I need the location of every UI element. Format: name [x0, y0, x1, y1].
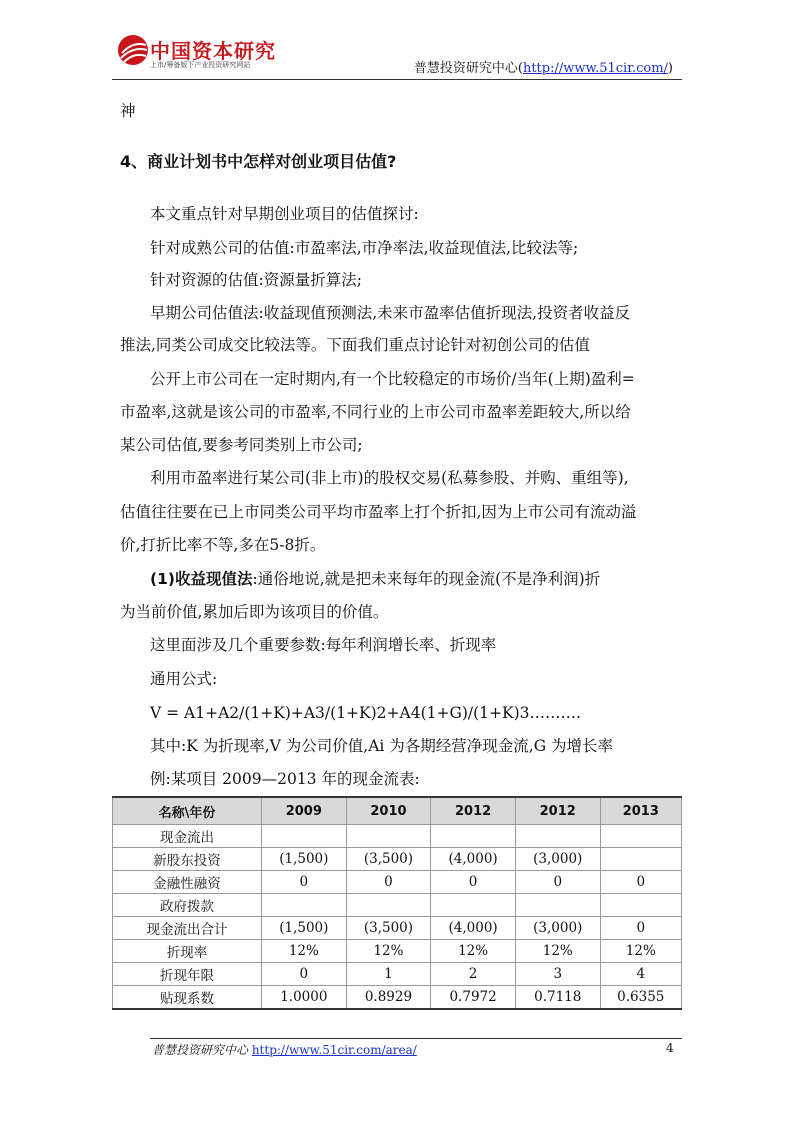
table-caption: 例:某项目 2009—2013 年的现金流表: [150, 770, 420, 788]
table-row-label: 金融性融资 [113, 871, 262, 894]
body-paragraph: 通用公式: [150, 670, 218, 688]
table-cell: 0 [431, 871, 516, 894]
logo-title: 中国资本研究 [150, 39, 276, 63]
table-cell: 0 [262, 963, 347, 986]
method-description: :通俗地说,就是把未来每年的现金流(不是净利润)折 [252, 570, 601, 588]
table-cell: (4,000) [431, 917, 516, 940]
table-cell [346, 825, 431, 848]
table-cell [262, 825, 347, 848]
footer-link[interactable]: http://www.51cir.com/area/ [251, 1043, 417, 1057]
table-cell: (4,000) [431, 848, 516, 871]
table-cell: 1 [346, 963, 431, 986]
table-header-cell: 2012 [431, 797, 516, 825]
table-row-label: 贴现系数 [113, 986, 262, 1010]
table-cell [600, 825, 681, 848]
table-row-label: 现金流出 [113, 825, 262, 848]
table-cell [600, 894, 681, 917]
table-cell: (3,500) [346, 917, 431, 940]
table-cell: 12% [515, 940, 600, 963]
table-cell: 0.8929 [346, 986, 431, 1010]
table-cell: 1.0000 [262, 986, 347, 1010]
table-cell: 0 [346, 871, 431, 894]
table-cell [431, 825, 516, 848]
table-cell: (1,500) [262, 848, 347, 871]
footer-org-name: 普慧投资研究中心 [152, 1043, 252, 1057]
table-row-label: 新股东投资 [113, 848, 262, 871]
body-paragraph: 公开上市公司在一定时期内,有一个比较稳定的市场价/当年(上期)盈利= [150, 370, 635, 388]
section-heading: 4、商业计划书中怎样对创业项目估值? [120, 152, 397, 171]
body-paragraph: 推法,同类公司成交比较法等。下面我们重点讨论针对初创公司的估值 [120, 336, 590, 354]
body-paragraph [150, 569, 600, 589]
table-cell [515, 894, 600, 917]
body-paragraph: 针对成熟公司的估值:市盈率法,市净率法,收益现值法,比较法等; [150, 239, 579, 257]
footer-org [152, 1041, 417, 1058]
body-paragraph: 价,打折比率不等,多在5-8折。 [120, 536, 326, 554]
table-cell: 2 [431, 963, 516, 986]
cash-flow-table [112, 796, 682, 1010]
body-paragraph: 早期公司估值法:收益现值预测法,未来市盈率估值折现法,投资者收益反 [150, 304, 631, 322]
logo-emblem [116, 33, 150, 67]
table-cell: 0 [600, 917, 681, 940]
table-cell: 0.6355 [600, 986, 681, 1010]
footer-divider [150, 1038, 682, 1039]
table-cell: 4 [600, 963, 681, 986]
table-row [113, 917, 682, 940]
table-cell: 0.7972 [431, 986, 516, 1010]
body-paragraph: 为当前价值,累加后即为该项目的价值。 [120, 603, 389, 621]
header-org-name: 普慧投资研究中心( [413, 61, 523, 76]
table-cell: 12% [431, 940, 516, 963]
body-paragraph: 估值往往要在已上市同类公司平均市盈率上打个折扣,因为上市公司有流动溢 [120, 503, 637, 521]
header-divider [112, 79, 682, 80]
header-org-link[interactable]: http://www.51cir.com/ [522, 61, 668, 76]
table-row [113, 963, 682, 986]
table-cell: (3,500) [346, 848, 431, 871]
body-paragraph: 针对资源的估值:资源量折算法; [150, 271, 362, 289]
table-header-cell: 2013 [600, 797, 681, 825]
table-cell: (3,000) [515, 848, 600, 871]
formula: V = A1+A2/(1+K)+A3/(1+K)2+A4(1+G)/(1+K)3………. [150, 704, 581, 722]
body-paragraph: 某公司估值,要参考同类别上市公司; [120, 436, 363, 454]
logo-subtitle: 上市/筹备版下产业投资研究网站 [150, 61, 251, 69]
table-row [113, 940, 682, 963]
body-paragraph: 本文重点针对早期创业项目的估值探讨: [150, 205, 419, 223]
table-row-label: 折现年限 [113, 963, 262, 986]
table-header-cell: 2012 [515, 797, 600, 825]
table-cell: 3 [515, 963, 600, 986]
table-row-label: 政府拨款 [113, 894, 262, 917]
method-term: (1)收益现值法 [150, 570, 253, 588]
table-cell: 0 [600, 871, 681, 894]
table-cell: 12% [600, 940, 681, 963]
body-paragraph: 利用市盈率进行某公司(非上市)的股权交易(私募参股、并购、重组等), [150, 469, 629, 487]
table-cell: 12% [262, 940, 347, 963]
table-cell: 12% [346, 940, 431, 963]
table-row [113, 825, 682, 848]
table-cell: 0.7118 [515, 986, 600, 1010]
body-paragraph: 其中:K 为折现率,V 为公司价值,Ai 为各期经营净现金流,G 为增长率 [150, 737, 614, 755]
table-cell: 0 [262, 871, 347, 894]
header-org [414, 57, 673, 76]
table-row-label: 现金流出合计 [113, 917, 262, 940]
table-cell [262, 894, 347, 917]
table-cell: (3,000) [515, 917, 600, 940]
table-cell [346, 894, 431, 917]
table-row-label: 折现率 [113, 940, 262, 963]
table-row [113, 894, 682, 917]
body-paragraph: 这里面涉及几个重要参数:每年利润增长率、折现率 [150, 636, 497, 654]
table-row [113, 848, 682, 871]
table-cell [515, 825, 600, 848]
header-org-close: ) [667, 61, 673, 76]
table-header-cell: 2009 [262, 797, 347, 825]
table-row [113, 986, 682, 1010]
body-line: 神 [120, 102, 136, 120]
table-cell [431, 894, 516, 917]
table-row [113, 871, 682, 894]
table-header-cell: 名称\年份 [113, 797, 262, 825]
table-header-cell: 2010 [346, 797, 431, 825]
table-header-row [113, 797, 682, 825]
table-cell: (1,500) [262, 917, 347, 940]
page-number: 4 [666, 1041, 674, 1055]
table-cell [600, 848, 681, 871]
body-paragraph: 市盈率,这就是该公司的市盈率,不同行业的上市公司市盈率差距较大,所以给 [120, 403, 631, 421]
table-cell: 0 [515, 871, 600, 894]
